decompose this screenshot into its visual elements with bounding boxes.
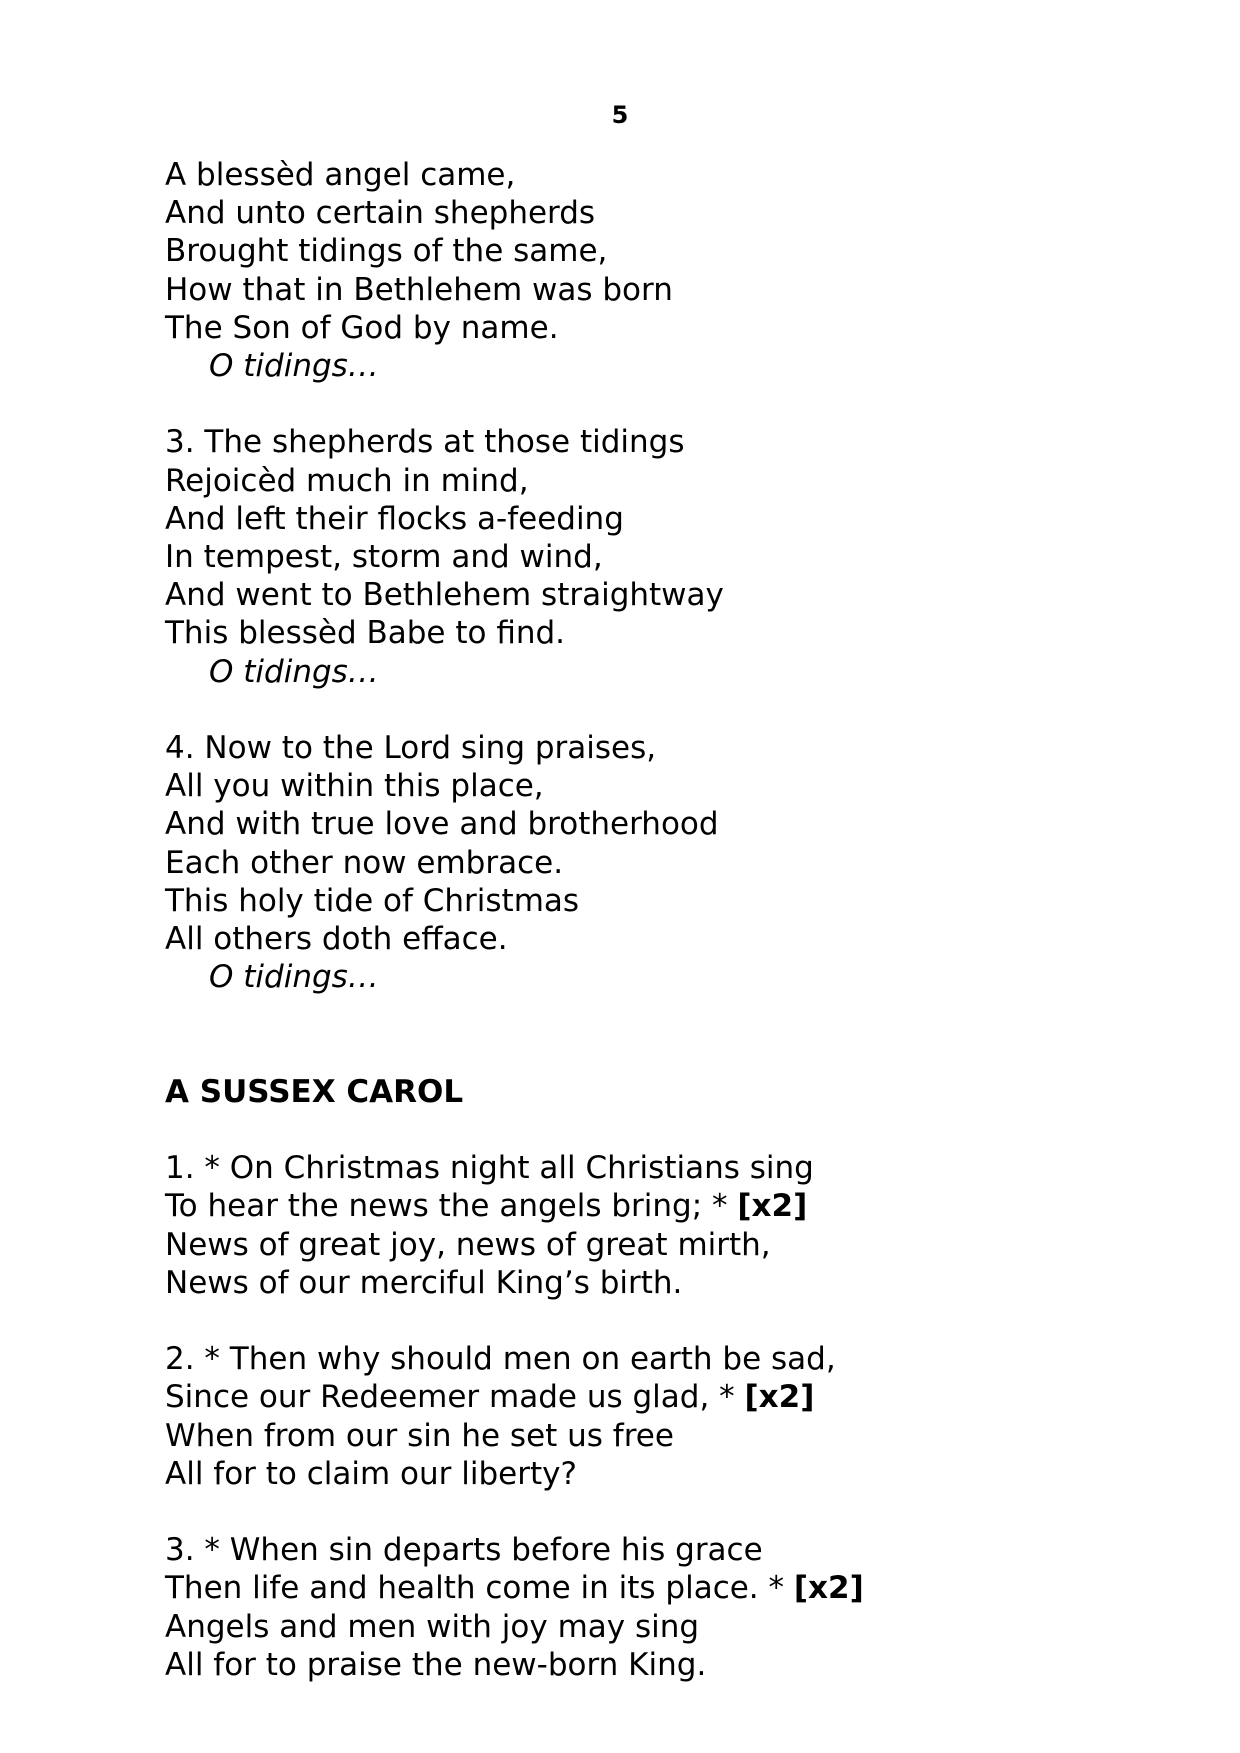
verse-line: Each other now embrace. — [165, 844, 564, 881]
repeat-mark: [x2] — [744, 1379, 815, 1416]
verse-line: And went to Bethlehem straightway — [165, 577, 724, 614]
repeat-mark: [x2] — [793, 1570, 864, 1607]
page-number: 5 — [611, 101, 629, 129]
verse-line: And unto certain shepherds — [165, 195, 596, 232]
verse-line: In tempest, storm and wind, — [165, 539, 603, 576]
verse-line: This holy tide of Christmas — [165, 882, 580, 919]
verse-line — [165, 1187, 1165, 1225]
verse-line: All others doth efface. — [165, 921, 508, 958]
verse-line: All you within this place, — [165, 768, 544, 805]
verse-line-text: Then life and health come in its place. * — [165, 1570, 794, 1607]
verse-line: A blessèd angel came, — [165, 157, 516, 193]
verse-line: How that in Bethlehem was born — [165, 271, 673, 308]
sussex-verse-3 — [165, 1531, 1165, 1684]
verse-line: Angels and men with joy may sing — [165, 1608, 700, 1645]
verse-line: 4. Now to the Lord sing praises, — [165, 730, 657, 767]
verse-line: Rejoicèd much in mind, — [165, 462, 529, 499]
verse-4 — [165, 729, 1165, 996]
verse-line — [165, 1569, 1165, 1607]
verse-line: News of great joy, news of great mirth, — [165, 1226, 771, 1263]
verse-line-text: Since our Redeemer made us glad, * — [165, 1379, 745, 1416]
verse-line: All for to praise the new-born King. — [165, 1646, 707, 1683]
verse-line: The Son of God by name. — [165, 309, 559, 346]
sussex-verse-2 — [165, 1340, 1165, 1493]
refrain-line: O tidings… — [209, 959, 379, 996]
verse-line: All for to claim our liberty? — [165, 1455, 577, 1492]
refrain-line: O tidings… — [209, 653, 379, 690]
verse-line: This blessèd Babe to find. — [165, 615, 566, 652]
sussex-verse-1 — [165, 1149, 1165, 1302]
verse-line-text: To hear the news the angels bring; * — [165, 1188, 738, 1225]
verse-continued — [165, 156, 1165, 385]
verse-line: And left their flocks a-feeding — [165, 500, 624, 537]
verse-line: Brought tidings of the same, — [165, 233, 608, 270]
verse-line: When from our sin he set us free — [165, 1417, 674, 1454]
carol-title: A SUSSEX CAROL — [165, 1073, 464, 1110]
verse-line: And with true love and brotherhood — [165, 806, 719, 843]
verse-line: 1. * On Christmas night all Christians sing — [165, 1150, 814, 1187]
refrain-line: O tidings… — [209, 348, 379, 385]
verse-line: 2. * Then why should men on earth be sad, — [165, 1341, 836, 1378]
verse-line: 3. The shepherds at those tidings — [165, 424, 685, 461]
repeat-mark: [x2] — [737, 1188, 808, 1225]
verse-line — [165, 1378, 1165, 1416]
verse-line: 3. * When sin departs before his grace — [165, 1532, 763, 1569]
page-content — [165, 156, 1165, 1684]
verse-3 — [165, 423, 1165, 690]
verse-line: News of our merciful King’s birth. — [165, 1264, 683, 1301]
